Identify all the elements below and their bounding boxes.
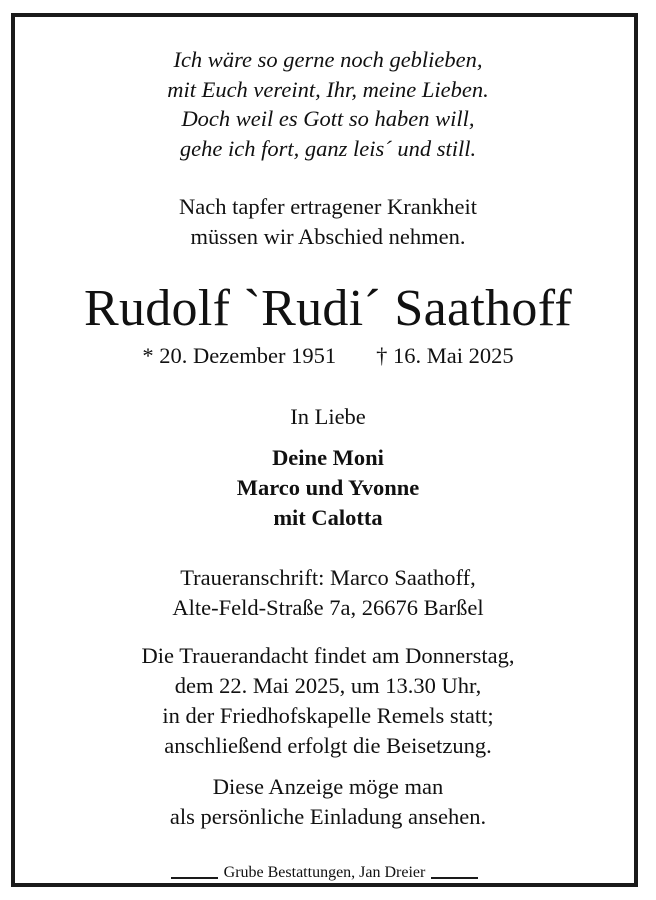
invitation-note xyxy=(0,772,656,832)
family-member: Marco und Yvonne xyxy=(236,475,420,500)
service-line: in der Friedhofskapelle Remels statt; xyxy=(162,703,494,728)
intro-line: müssen wir Abschied nehmen. xyxy=(190,223,466,249)
poem-line: mit Euch vereint, Ihr, meine Lieben. xyxy=(167,76,489,102)
mourning-address xyxy=(0,563,656,623)
life-dates xyxy=(0,341,656,371)
birth-date: * 20. Dezember 1951 xyxy=(142,343,337,368)
death-date: † 16. Mai 2025 xyxy=(376,343,514,368)
invitation-line: als persönliche Einladung ansehen. xyxy=(169,804,487,829)
service-details xyxy=(0,641,656,761)
poem-line: gehe ich fort, ganz leis´ und still. xyxy=(179,135,477,161)
service-line: anschließend erfolgt die Beisetzung. xyxy=(164,733,492,758)
poem-line: Ich wäre so gerne noch geblieben, xyxy=(173,47,483,72)
funeral-home-credit: Grube Bestattungen, Jan Dreier xyxy=(223,864,426,881)
service-line: dem 22. Mai 2025, um 13.30 Uhr, xyxy=(174,673,482,698)
poem xyxy=(0,45,656,163)
intro-line: Nach tapfer ertragener Krankheit xyxy=(179,194,477,219)
service-line: Die Trauerandacht findet am Donnerstag, xyxy=(141,643,515,668)
footer-rule-left xyxy=(171,877,218,879)
family-member: Deine Moni xyxy=(272,445,384,470)
in-love-label: In Liebe xyxy=(290,404,366,429)
footer-rule-right xyxy=(431,877,478,879)
poem-line: Doch weil es Gott so haben will, xyxy=(181,106,475,131)
address-line: Alte-Feld-Straße 7a, 26676 Barßel xyxy=(172,595,484,620)
deceased-name: Rudolf `Rudi´ Saathoff xyxy=(83,280,573,337)
intro-text xyxy=(0,192,656,251)
family-member: mit Calotta xyxy=(273,505,383,530)
invitation-line: Diese Anzeige möge man xyxy=(212,774,444,799)
family-names xyxy=(0,443,656,533)
address-line: Traueranschrift: Marco Saathoff, xyxy=(180,565,476,590)
footer xyxy=(11,862,638,884)
